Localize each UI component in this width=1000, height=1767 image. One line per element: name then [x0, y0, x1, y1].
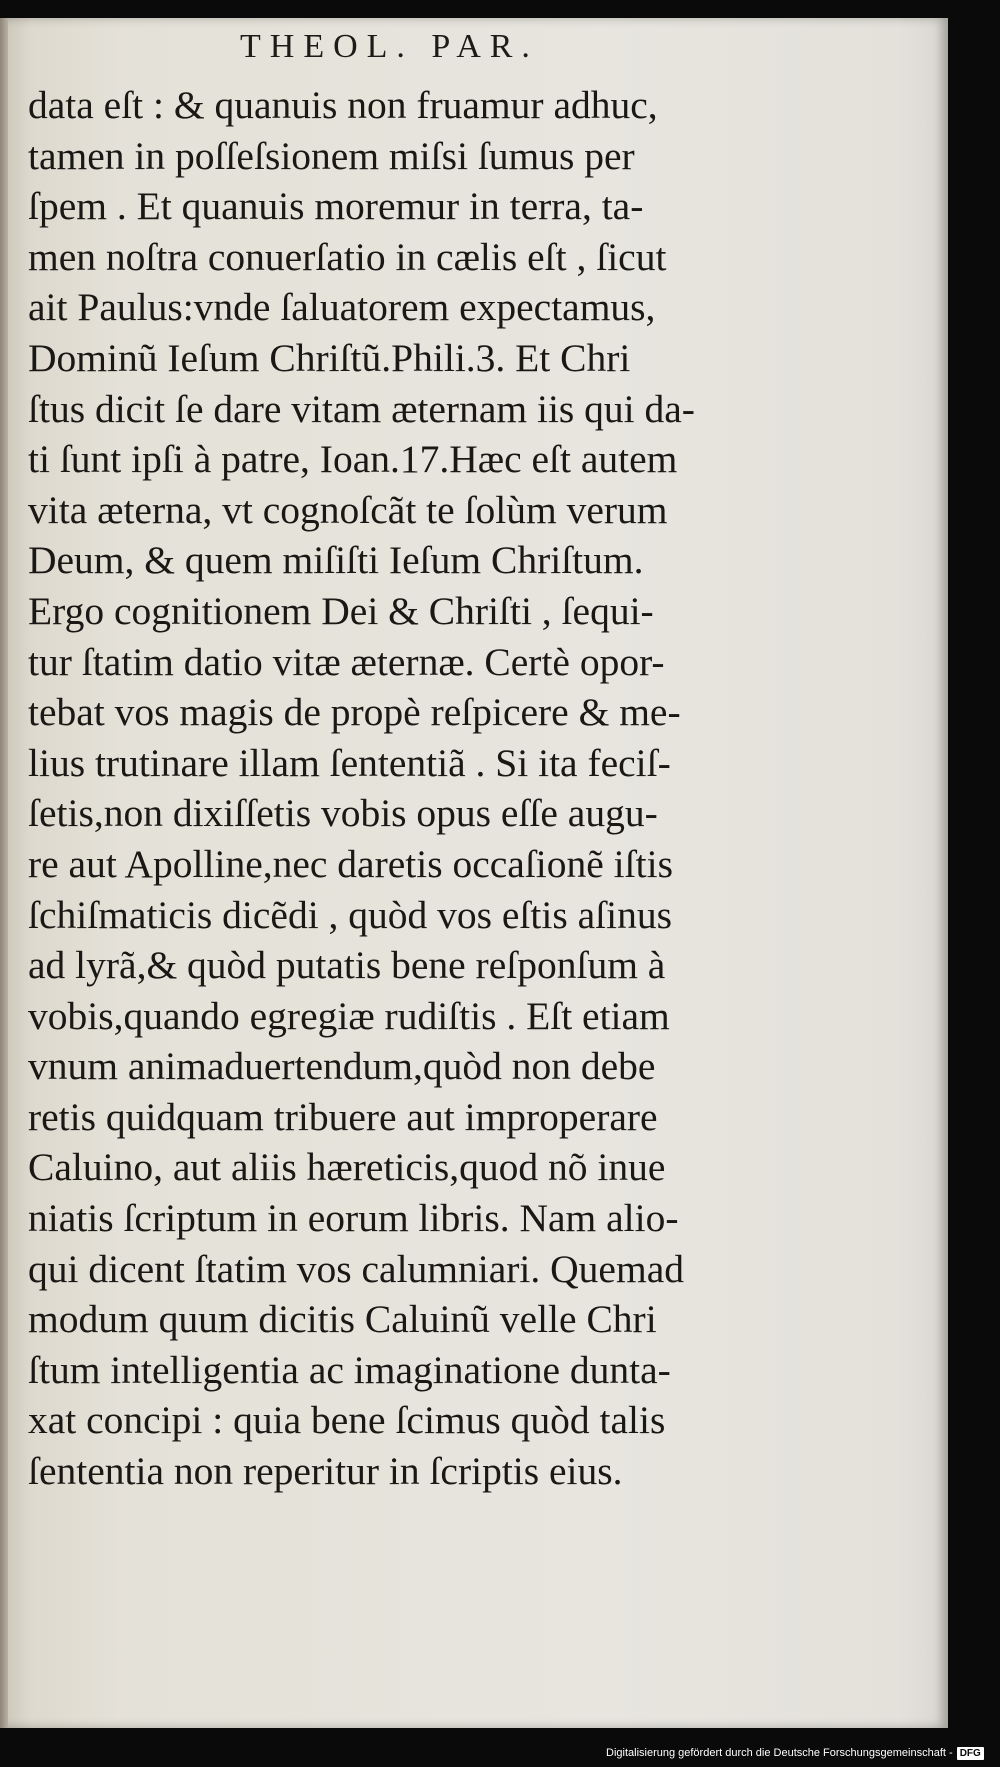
text-line: xat concipi : quia bene ſcimus quòd talis	[28, 1398, 666, 1443]
text-line: ſententia non reperitur in ſcriptis eius.	[28, 1449, 623, 1494]
text-line: ſetis,non dixiſſetis vobis opus eſſe augu-	[28, 791, 658, 836]
text-line: niatis ſcriptum in eorum libris. Nam alio-	[28, 1196, 679, 1241]
text-line: Deum, & quem miſiſti Ieſum Chriſtum.	[28, 538, 644, 583]
text-line: vnum animaduertendum,quòd non debe	[28, 1044, 656, 1089]
digitization-credit	[606, 1743, 984, 1763]
text-line: tamen in poſſeſsionem miſsi ſumus per	[28, 133, 635, 178]
text-line: Caluino, aut aliis hæreticis,quod nõ inue	[28, 1145, 666, 1190]
text-line: vita æterna, vt cognoſcãt te ſolùm verum	[28, 487, 668, 532]
page-gutter-edge	[0, 18, 8, 1728]
text-line: ait Paulus:vnde ſaluatorem expectamus,	[28, 285, 656, 330]
text-line: ti ſunt ipſi à patre, Ioan.17.Hæc eſt autem	[28, 437, 678, 482]
text-line: tur ſtatim datio vitæ æternæ. Certè opor-	[28, 639, 665, 684]
dfg-logo: DFG	[957, 1747, 984, 1760]
text-line: ſpem . Et quanuis moremur in terra, ta-	[28, 184, 644, 229]
text-line: ſtum intelligentia ac imaginatione dunta-	[28, 1347, 671, 1392]
text-line: ſchiſmaticis dicẽdi , quòd vos eſtis aſinus	[28, 892, 672, 937]
text-line: tebat vos magis de propè reſpicere & me-	[28, 690, 681, 735]
text-line: ſtus dicit ſe dare vitam æternam iis qui da-	[28, 386, 695, 431]
text-line: vobis,quando egregiæ rudiſtis . Eſt etiam	[28, 993, 670, 1038]
text-line: Ergo cognitionem Dei & Chriſti , ſequi-	[28, 588, 654, 633]
text-line: data eſt : & quanuis non fruamur adhuc,	[28, 83, 658, 127]
text-line: lius trutinare illam ſententiã . Si ita feciſ-	[28, 740, 671, 785]
credit-text: Digitalisierung gefördert durch die Deutsche Forschungsgemeinschaft -	[606, 1747, 953, 1759]
text-line: re aut Apolline,nec daretis occaſionẽ iſtis	[28, 841, 673, 886]
body-text	[28, 80, 788, 1497]
text-line: modum quum dicitis Caluinũ velle Chri	[28, 1297, 657, 1342]
running-head: THEOL. PAR.	[240, 28, 539, 65]
text-line: Dominũ Ieſum Chriſtũ.Phili.3. Et Chri	[28, 335, 631, 380]
text-line: men noſtra conuerſatio in cælis eſt , ſicut	[28, 234, 667, 279]
text-line: retis quidquam tribuere aut improperare	[28, 1094, 658, 1139]
text-line: ad lyrã,& quòd putatis bene reſponſum à	[28, 943, 666, 988]
text-line: qui dicent ſtatim vos calumniari. Quemad	[28, 1246, 684, 1291]
